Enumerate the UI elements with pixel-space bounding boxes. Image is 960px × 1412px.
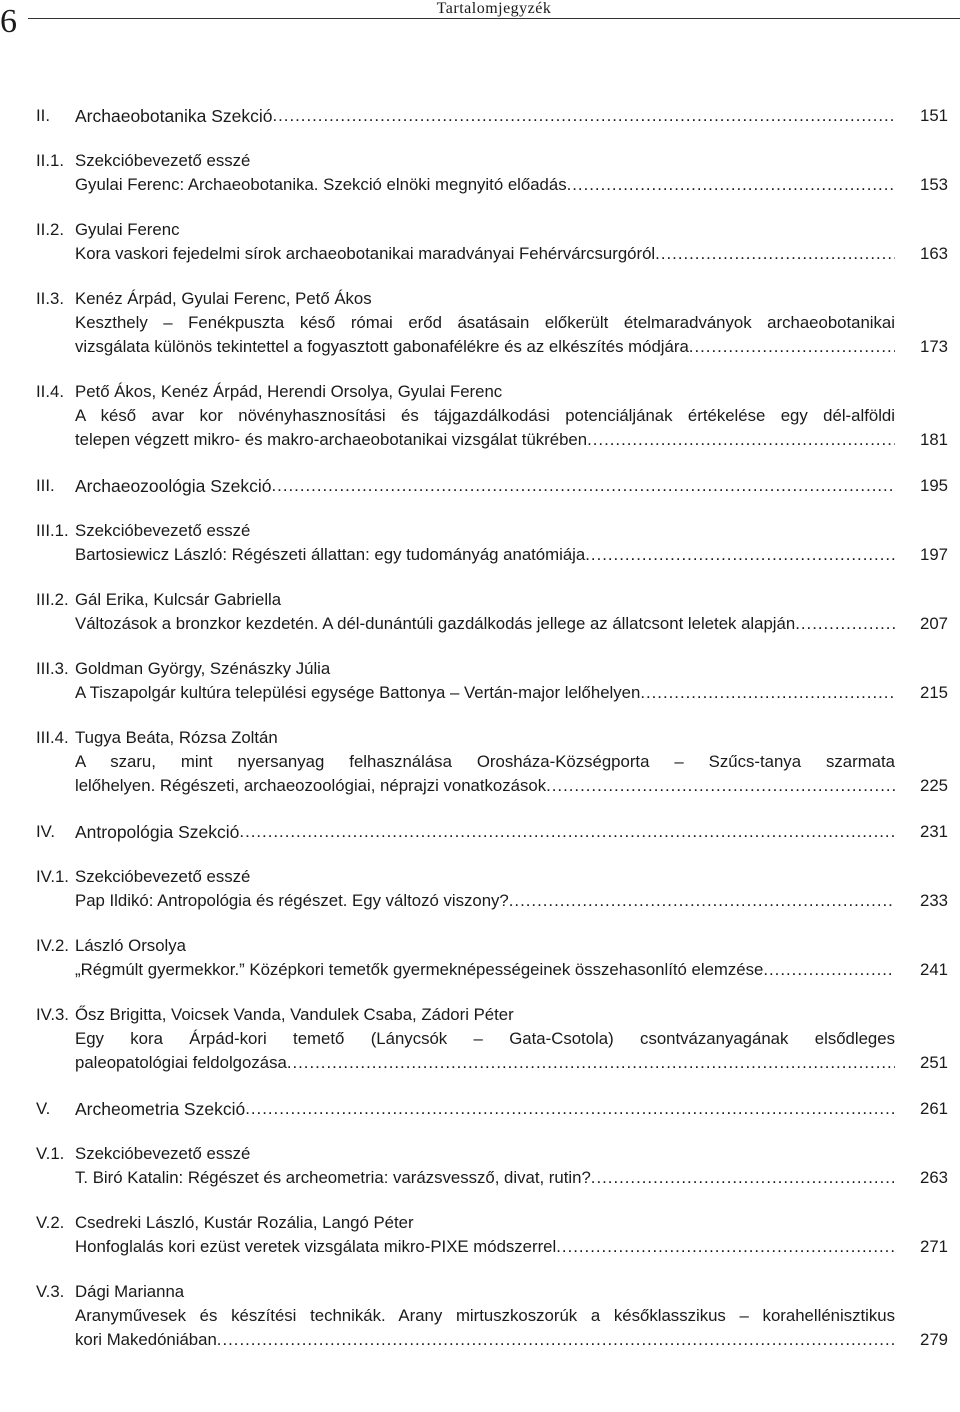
toc-page-number: 225	[920, 776, 948, 795]
spacer	[36, 913, 948, 934]
toc-entry[interactable]	[36, 865, 948, 913]
toc-entry-line-text: telepen végzett mikro- és makro-archaeobotanikai vizsgálat tükrében	[75, 430, 588, 449]
dot-leader	[546, 774, 895, 798]
toc-entry-line: A késő avar kor növényhasznosítási és tájgazdálkodási potenciáljának értékelése egy dél-alföldi	[75, 406, 895, 425]
toc-entry-line	[75, 104, 895, 128]
toc-number: IV.2.	[36, 936, 69, 955]
toc-entry-text	[75, 380, 895, 452]
spacer	[36, 798, 948, 820]
toc-entry-text	[75, 1142, 895, 1190]
spacer	[36, 128, 948, 149]
spacer	[36, 567, 948, 588]
toc-entry-line	[75, 335, 895, 359]
toc-entry-line: Pető Ákos, Kenéz Árpád, Herendi Orsolya, Gyulai Ferenc	[75, 382, 503, 401]
toc-entry[interactable]	[36, 1280, 948, 1352]
spacer	[36, 1121, 948, 1142]
toc-entry-line	[75, 474, 895, 498]
spacer	[36, 636, 948, 657]
toc-entry-text	[75, 287, 895, 359]
dot-leader	[567, 173, 895, 197]
toc-page-number: 233	[920, 891, 948, 910]
toc-entry[interactable]	[36, 519, 948, 567]
toc-entry-line	[75, 1328, 895, 1352]
toc-entry[interactable]	[36, 934, 948, 982]
toc-page-number: 241	[920, 960, 948, 979]
toc-entry-text	[75, 820, 895, 844]
toc-entry-line-text: paleopatológiai feldolgozása	[75, 1053, 287, 1072]
toc-entry-line-text: Archaeozoológia Szekció	[75, 476, 272, 496]
toc-entry[interactable]	[36, 1003, 948, 1075]
toc-entry-line	[75, 1097, 895, 1121]
spacer	[36, 982, 948, 1003]
toc-entry-line: Dági Marianna	[75, 1282, 185, 1301]
table-of-contents	[36, 104, 948, 1352]
dot-leader	[585, 543, 895, 567]
running-header: Tartalomjegyzék	[28, 0, 960, 19]
toc-entry[interactable]	[36, 1142, 948, 1190]
toc-entry-line: Gál Erika, Kulcsár Gabriella	[75, 590, 282, 609]
toc-entry-line: Ősz Brigitta, Voicsek Vanda, Vandulek Csaba, Zádori Péter	[75, 1005, 514, 1024]
toc-number: II.4.	[36, 382, 64, 401]
toc-page-number: 197	[920, 545, 948, 564]
dot-leader	[272, 474, 895, 498]
dot-leader	[591, 1166, 895, 1190]
dot-leader	[795, 612, 895, 636]
toc-page-number: 251	[920, 1053, 948, 1072]
toc-number: III.	[36, 476, 55, 495]
toc-page-number: 271	[920, 1237, 948, 1256]
toc-page-number: 181	[920, 430, 948, 449]
dot-leader	[287, 1051, 895, 1075]
toc-number: III.2.	[36, 590, 69, 609]
toc-entry-text	[75, 865, 895, 913]
toc-entry-line-text: T. Biró Katalin: Régészet és archeometria: varázsvessző, divat, rutin?	[75, 1168, 591, 1187]
toc-entry[interactable]	[36, 1211, 948, 1259]
toc-entry-text	[75, 588, 895, 636]
toc-entry[interactable]	[36, 657, 948, 705]
toc-entry-line: Aranyművesek és készítési technikák. Arany mirtuszkoszorúk a későklasszikus – korahellénisztikus	[75, 1306, 895, 1325]
toc-page-number: 153	[920, 175, 948, 194]
toc-entry-line-text: Archeometria Szekció	[75, 1099, 246, 1119]
dot-leader	[640, 681, 895, 705]
toc-entry-text	[75, 726, 895, 798]
toc-entry-line-text: Kora vaskori fejedelmi sírok archaeobotanikai maradványai Fehérvárcsurgóról	[75, 244, 656, 263]
dot-leader	[655, 242, 895, 266]
toc-number: III.3.	[36, 659, 69, 678]
toc-entry-text	[75, 149, 895, 197]
toc-number: V.	[36, 1099, 51, 1118]
toc-entry-line: Szekcióbevezető esszé	[75, 521, 251, 540]
toc-section[interactable]	[36, 1097, 948, 1121]
dot-leader	[689, 335, 895, 359]
toc-number: V.3.	[36, 1282, 65, 1301]
spacer	[36, 1190, 948, 1211]
toc-entry-line-text: Antropológia Szekció	[75, 822, 240, 842]
page-number: 6	[0, 3, 17, 40]
toc-page-number: 163	[920, 244, 948, 263]
toc-entry-line: Szekcióbevezető esszé	[75, 151, 251, 170]
toc-entry-text	[75, 519, 895, 567]
toc-entry-line-text: vizsgálata különös tekintettel a fogyasztott gabonafélékre és az elkészítés módjára	[75, 337, 689, 356]
spacer	[36, 452, 948, 474]
toc-entry-line: A szaru, mint nyersanyag felhasználása Orosháza-Községporta – Szűcs-tanya szarmata	[75, 752, 895, 771]
spacer	[36, 197, 948, 218]
toc-page-number: 207	[920, 614, 948, 633]
toc-entry-line: Keszthely – Fenékpuszta késő római erőd ásatásain előkerült ételmaradványok archaeobotanikai	[75, 313, 895, 332]
toc-entry-line-text: Bartosiewicz László: Régészeti állattan: egy tudományág anatómiája	[75, 545, 586, 564]
toc-entry-line: Egy kora Árpád-kori temető (Lánycsók – Gata-Csotola) csontvázanyagának elsődleges	[75, 1029, 895, 1048]
toc-entry-line	[75, 681, 895, 705]
dot-leader	[556, 1235, 895, 1259]
dot-leader	[217, 1328, 895, 1352]
toc-entry-text	[75, 1003, 895, 1075]
toc-entry[interactable]	[36, 287, 948, 359]
spacer	[36, 266, 948, 287]
toc-entry-line	[75, 543, 895, 567]
toc-number: V.2.	[36, 1213, 65, 1232]
toc-entry-text	[75, 1280, 895, 1352]
toc-entry-text	[75, 104, 895, 128]
toc-entry-line	[75, 1235, 895, 1259]
toc-page-number: 151	[920, 106, 948, 125]
toc-page-number: 279	[920, 1330, 948, 1349]
toc-number: IV.3.	[36, 1005, 69, 1024]
spacer	[36, 1075, 948, 1097]
toc-entry-line-text: Pap Ildikó: Antropológia és régészet. Egy változó viszony?	[75, 891, 509, 910]
toc-entry-line: Goldman György, Szénászky Júlia	[75, 659, 331, 678]
toc-page-number: 215	[920, 683, 948, 702]
toc-entry-text	[75, 1211, 895, 1259]
toc-entry-line	[75, 1166, 895, 1190]
toc-entry-line	[75, 774, 895, 798]
toc-page-number: 173	[920, 337, 948, 356]
toc-number: III.4.	[36, 728, 69, 747]
toc-number: IV.1.	[36, 867, 69, 886]
toc-entry-line-text: A Tiszapolgár kultúra települési egysége Battonya – Vertán-major lelőhelyen	[75, 683, 641, 702]
toc-number: II.3.	[36, 289, 64, 308]
toc-entry-line-text: Archaeobotanika Szekció	[75, 106, 273, 126]
toc-entry-line	[75, 958, 895, 982]
dot-leader	[272, 104, 895, 128]
toc-entry-line-text: Változások a bronzkor kezdetén. A dél-dunántúli gazdálkodás jellege az állatcsont leletek alapján	[75, 614, 796, 633]
toc-entry-line: László Orsolya	[75, 936, 186, 955]
toc-entry-text	[75, 1097, 895, 1121]
toc-entry-line	[75, 428, 895, 452]
toc-entry[interactable]	[36, 726, 948, 798]
dot-leader	[587, 428, 895, 452]
toc-entry-line-text: lelőhelyen. Régészeti, archaeozoológiai, néprajzi vonatkozások	[75, 776, 547, 795]
dot-leader	[245, 1097, 895, 1121]
toc-page-number: 195	[920, 476, 948, 495]
toc-number: II.2.	[36, 220, 64, 239]
toc-entry-line	[75, 889, 895, 913]
toc-entry-text	[75, 218, 895, 266]
dot-leader	[763, 958, 895, 982]
toc-entry-line-text: kori Makedóniában	[75, 1330, 217, 1349]
spacer	[36, 705, 948, 726]
toc-entry-line-text: „Régmúlt gyermekkor.” Középkori temetők gyermeknépességeinek összehasonlító elemzése	[75, 960, 764, 979]
spacer	[36, 498, 948, 519]
spacer	[36, 844, 948, 865]
toc-page-number: 231	[920, 822, 948, 841]
toc-entry-line	[75, 612, 895, 636]
toc-entry-line: Kenéz Árpád, Gyulai Ferenc, Pető Ákos	[75, 289, 372, 308]
toc-number: II.1.	[36, 151, 64, 170]
toc-entry-line	[75, 1051, 895, 1075]
toc-entry-line: Gyulai Ferenc	[75, 220, 180, 239]
toc-page-number: 261	[920, 1099, 948, 1118]
toc-section[interactable]	[36, 474, 948, 498]
dot-leader	[509, 889, 895, 913]
dot-leader	[239, 820, 895, 844]
toc-entry-line	[75, 173, 895, 197]
toc-entry-text	[75, 474, 895, 498]
spacer	[36, 359, 948, 380]
toc-section[interactable]	[36, 820, 948, 844]
toc-entry[interactable]	[36, 588, 948, 636]
toc-entry-line: Csedreki László, Kustár Rozália, Langó Péter	[75, 1213, 414, 1232]
toc-section[interactable]	[36, 104, 948, 128]
toc-entry[interactable]	[36, 149, 948, 197]
toc-entry-line: Szekcióbevezető esszé	[75, 1144, 251, 1163]
toc-page-number: 263	[920, 1168, 948, 1187]
toc-entry-text	[75, 934, 895, 982]
toc-number: V.1.	[36, 1144, 65, 1163]
toc-number: IV.	[36, 822, 55, 841]
toc-number: II.	[36, 106, 50, 125]
toc-entry-line	[75, 820, 895, 844]
toc-entry[interactable]	[36, 380, 948, 452]
toc-entry-line: Tugya Beáta, Rózsa Zoltán	[75, 728, 278, 747]
toc-entry[interactable]	[36, 218, 948, 266]
toc-entry-line: Szekcióbevezető esszé	[75, 867, 251, 886]
spacer	[36, 1259, 948, 1280]
toc-entry-line	[75, 242, 895, 266]
toc-entry-line-text: Honfoglalás kori ezüst veretek vizsgálata mikro-PIXE módszerrel	[75, 1237, 557, 1256]
toc-entry-text	[75, 657, 895, 705]
toc-number: III.1.	[36, 521, 69, 540]
toc-entry-line-text: Gyulai Ferenc: Archaeobotanika. Szekció elnöki megnyitó előadás	[75, 175, 567, 194]
